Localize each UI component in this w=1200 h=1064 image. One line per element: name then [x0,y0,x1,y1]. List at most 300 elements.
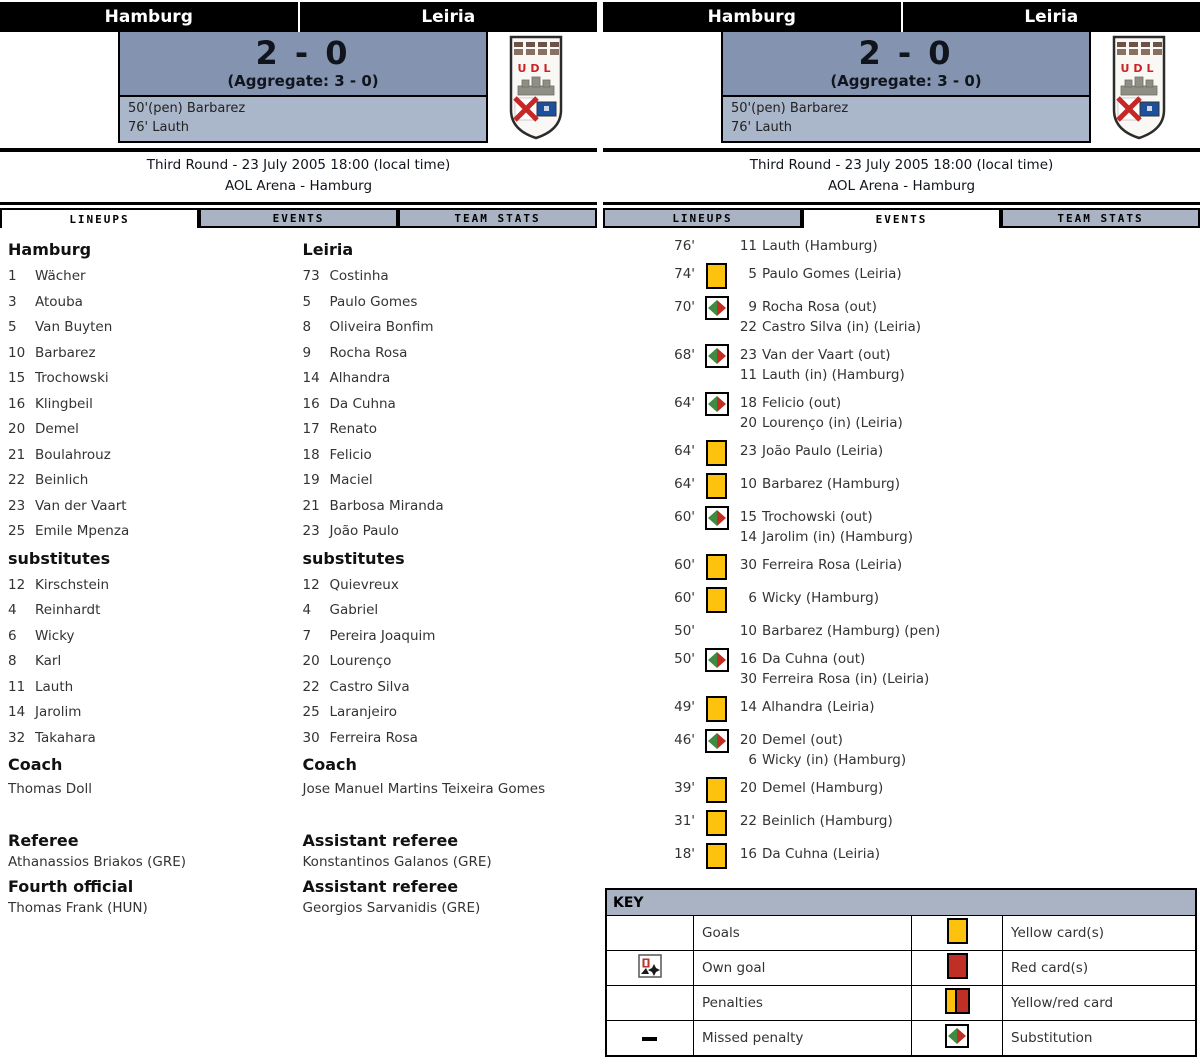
tab-events[interactable]: EVENTS [199,208,398,228]
event-minute: 50' [674,651,695,667]
player-row [8,494,303,520]
player-number: 23 [302,523,320,539]
player-row [303,417,598,443]
player-number: 20 [302,653,320,669]
player-number: 5 [302,293,312,310]
event-player-line: 11 Lauth (Hamburg) [739,238,878,254]
home-coach-name: Thomas Doll [8,781,92,797]
event-player-line: 15 Trochowski (out) [739,509,873,525]
event-minute: 64' [674,476,695,492]
player-number: 9 [302,344,312,361]
official-name: Georgios Sarvanidis (GRE) [302,900,481,916]
player-row [303,624,598,650]
event-row [603,236,1200,256]
player-name: Rocha Rosa [329,344,408,361]
officials-column-2 [303,827,598,922]
substitution-icon [695,296,738,337]
player-number: 32 [8,729,26,746]
player-row [303,726,598,752]
yellow-card-icon [695,843,738,869]
player-name: Beinlich [35,472,89,488]
event-player-line: 11 Lauth (in) (Hamburg) [739,367,905,383]
player-number: 16 [302,395,320,412]
event-row [603,811,1200,836]
player-row [303,700,598,726]
event-detail [738,778,1200,803]
player-name: Oliveira Bonfim [329,319,434,335]
key-rows [606,916,1196,1057]
player-name: Barbosa Miranda [329,497,444,514]
player-row [8,726,303,752]
event-player-line: 6 Wicky (Hamburg) [738,588,1200,608]
player-row [303,290,598,316]
teams-header-bar [0,2,597,32]
event-player-line: 18 Felicio (out) [739,395,842,411]
away-team-name: Leiria [298,2,598,32]
event-row [603,507,1200,547]
player-number: 16 [8,395,26,412]
yellow-card-icon [695,440,738,466]
yellow-card-icon [695,263,738,289]
key-title: KEY [606,889,1196,916]
away-subs-list [303,573,598,752]
goalscorers [723,95,1089,141]
event-minute: 60' [674,557,695,573]
player-name: Lauth [35,678,74,695]
player-number: 8 [302,319,312,335]
player-row [8,519,303,545]
tab-bar [603,208,1200,228]
event-player-line: 30 Ferreira Rosa (in) (Leiria) [739,671,930,687]
event-player-line: 9 Rocha Rosa (out) [738,297,1200,317]
away-coach-heading: Coach [302,755,357,774]
event-detail [738,697,1200,722]
event-player-number: 6 [748,590,757,606]
yellow-card-icon [695,696,738,722]
player-number: 5 [8,319,17,335]
stadium-city: AOL Arena - Hamburg [827,178,976,194]
home-lineup-heading: Hamburg [8,240,92,259]
score-box [721,32,1091,143]
player-number: 21 [8,446,26,463]
event-player-line: 10 Barbarez (Hamburg) (pen) [739,623,941,639]
event-player-number: 10 [739,476,757,492]
substitution-icon [695,729,738,770]
player-name: Felicio [329,446,372,463]
officials-column-1 [8,827,303,922]
svg-text:UDL: UDL [517,62,555,75]
player-number: 3 [8,293,17,310]
player-name: Alhandra [329,370,391,386]
event-player-line: 14 Jarolim (in) (Hamburg) [739,529,913,545]
substitution-icon [695,392,738,433]
event-player-line: 20 Demel (out) [739,732,843,748]
player-row [8,264,303,290]
event-minute: 46' [674,732,695,748]
home-subs-list [8,573,303,752]
player-number: 21 [302,497,320,514]
key-label: Yellow/red card [1003,986,1197,1021]
event-player-number: 23 [739,347,757,363]
event-detail [738,264,1200,289]
event-player-line: 22 Beinlich (Hamburg) [739,813,893,829]
officials-section [0,827,597,922]
away-lineup-column [303,236,598,799]
score-value: 2 - 0 [255,34,351,72]
key-label: Missed penalty [694,1021,912,1057]
event-detail [738,345,1200,385]
player-row [8,417,303,443]
player-name: Klingbeil [35,395,93,412]
player-number: 22 [302,678,320,695]
player-row [303,366,598,392]
player-name: Reinhardt [35,602,101,618]
player-name: Barbarez [35,344,96,361]
event-player-number: 9 [748,299,757,315]
round-datetime: Third Round - 23 July 2005 18:00 (local time) [146,157,451,173]
event-player-line: 22 Castro Silva (in) (Leiria) [739,319,922,335]
event-player-line: 5 Paulo Gomes (Leiria) [738,264,1200,284]
event-player-line: 30 Ferreira Rosa (Leiria) [739,557,903,573]
player-number: 30 [302,729,320,746]
home-coach-heading: Coach [8,755,63,774]
player-row [303,468,598,494]
player-number: 18 [302,446,320,463]
player-name: Atouba [35,293,83,310]
substitution-icon [912,1021,1003,1057]
score-main [120,32,486,95]
red-card-icon [912,951,1003,986]
player-name: Ferreira Rosa [329,729,418,746]
player-name: Jarolim [35,704,82,720]
yellow-red-card-icon [912,986,1003,1021]
player-row [8,392,303,418]
event-row [603,393,1200,433]
tab-lineups[interactable]: LINEUPS [603,208,802,228]
home-team-name: Hamburg [707,7,796,27]
player-row [8,573,303,599]
goalscorer-line: 50'(pen) Barbarez [731,101,849,116]
event-minute: 68' [674,347,695,363]
event-row [603,555,1200,580]
leiria-crest-icon [508,34,564,142]
player-row [303,519,598,545]
event-detail [738,507,1200,547]
match-panel-right [603,0,1200,1064]
events-list [603,228,1200,869]
away-coach-name: Jose Manuel Martins Teixeira Gomes [302,781,546,797]
player-name: Wächer [35,268,86,284]
key-label: Substitution [1003,1021,1197,1057]
player-name: Da Cuhna [329,395,396,412]
player-name: Quievreux [329,576,399,593]
yellow-card-icon [695,554,738,580]
player-name: João Paulo [329,523,399,539]
aggregate-value: (Aggregate: 3 - 0) [227,72,379,90]
match-panel-left [0,0,597,1064]
event-minute: 18' [674,846,695,862]
event-minute: 50' [674,623,695,639]
score-area [0,32,597,152]
event-detail [738,844,1200,869]
event-detail [738,393,1200,433]
own-goal-icon [606,951,694,986]
event-row [603,264,1200,289]
player-number: 19 [302,472,320,488]
player-row [8,290,303,316]
goalscorers [120,95,486,141]
event-player-number: 14 [739,529,757,545]
round-datetime: Third Round - 23 July 2005 18:00 (local time) [749,157,1054,173]
event-player-number: 20 [739,780,757,796]
leiria-crest-icon [1111,34,1167,142]
player-row [303,649,598,675]
away-lineup-heading: Leiria [302,240,354,259]
player-number: 4 [8,602,17,618]
event-player-line: 14 Alhandra (Leiria) [739,699,875,715]
event-detail [738,588,1200,613]
event-player-line: 20 Demel (Hamburg) [739,780,884,796]
event-row [603,844,1200,869]
event-player-line: 20 Lourenço (in) (Leiria) [739,415,903,431]
event-player-number: 23 [739,443,757,459]
event-minute: 49' [674,699,695,715]
tab-team-stats[interactable]: TEAM STATS [1001,208,1200,228]
event-player-number: 16 [739,846,757,862]
player-row [303,264,598,290]
player-row [8,700,303,726]
event-row [603,345,1200,385]
event-player-number: 20 [739,732,757,748]
substitution-icon [695,648,738,689]
player-number: 25 [8,523,26,539]
official-name: Athanassios Briakos (GRE) [8,854,187,870]
key-legend [605,888,1197,1057]
player-row [303,573,598,599]
home-lineup-column [8,236,303,799]
player-name: Paulo Gomes [329,293,418,310]
event-player-number: 11 [739,238,757,254]
event-player-number: 30 [739,671,757,687]
event-player-line: 16 Da Cuhna (Leiria) [739,846,881,862]
player-name: Takahara [35,729,96,746]
yellow-card-icon [695,473,738,499]
yellow-card-icon [912,916,1003,951]
event-detail [738,297,1200,337]
event-detail [738,730,1200,770]
player-row [8,624,303,650]
aggregate-value: (Aggregate: 3 - 0) [830,72,982,90]
event-detail [738,441,1200,466]
home-substitutes-heading: substitutes [8,548,111,568]
score-value: 2 - 0 [858,34,954,72]
player-name: Demel [35,421,79,437]
venue-block [603,152,1200,205]
event-row [603,697,1200,722]
tab-lineups[interactable]: LINEUPS [0,208,199,228]
player-number: 23 [8,497,26,514]
goalscorer-line: 76' Lauth [128,120,190,135]
event-player-number: 30 [739,557,757,573]
player-number: 20 [8,421,26,437]
player-number: 7 [302,627,312,644]
score-box [118,32,488,143]
event-row [603,649,1200,689]
event-row [603,621,1200,641]
player-name: Renato [329,421,377,437]
player-row [303,494,598,520]
key-label: Penalties [694,986,912,1021]
player-name: Costinha [329,268,389,284]
blank-icon [606,986,694,1021]
missed-penalty-icon [606,1021,694,1057]
venue-block [0,152,597,205]
player-number: 14 [8,704,26,720]
event-detail [738,236,1200,256]
goalscorer-line: 76' Lauth [731,120,793,135]
event-player-number: 11 [739,367,757,383]
event-row [603,730,1200,770]
player-row [303,443,598,469]
player-number: 12 [8,576,26,593]
away-team-name: Leiria [901,2,1200,32]
key-label: Own goal [694,951,912,986]
event-minute: 76' [674,238,695,254]
event-player-number: 18 [739,395,757,411]
official-name: Thomas Frank (HUN) [8,900,148,916]
player-number: 14 [302,370,320,386]
teams-header-bar [603,2,1200,32]
player-name: Maciel [329,472,373,488]
key-label: Yellow card(s) [1003,916,1197,951]
event-row [603,474,1200,499]
player-row [303,315,598,341]
event-player-number: 6 [748,752,757,768]
player-row [8,366,303,392]
event-player-number: 16 [739,651,757,667]
tab-team-stats[interactable]: TEAM STATS [398,208,597,228]
player-number: 10 [8,344,26,361]
key-row [606,951,1196,986]
event-player-number: 15 [739,509,757,525]
player-name: Wicky [35,627,75,644]
player-row [8,315,303,341]
svg-text:UDL: UDL [1120,62,1158,75]
score-main [723,32,1089,95]
player-name: Kirschstein [35,576,110,593]
event-player-line: 23 João Paulo (Leiria) [739,443,884,459]
stadium-city: AOL Arena - Hamburg [224,178,373,194]
event-player-line: 23 Van der Vaart (out) [739,347,891,363]
player-name: Boulahrouz [35,446,111,463]
goal-icon-blank [695,235,738,256]
player-name: Van der Vaart [35,497,127,514]
event-detail [738,621,1200,641]
away-starters-list [303,264,598,545]
home-starters-list [8,264,303,545]
player-name: Gabriel [329,602,379,618]
key-label: Red card(s) [1003,951,1197,986]
home-team-name: Hamburg [104,7,193,27]
player-row [8,598,303,624]
event-row [603,441,1200,466]
event-detail [738,649,1200,689]
substitution-icon [695,506,738,547]
player-name: Laranjeiro [329,704,397,720]
goal-icon-blank [695,620,738,641]
tab-events[interactable]: EVENTS [802,208,1001,228]
substitution-icon [695,344,738,385]
official-role-label: Referee [8,831,79,850]
event-row [603,588,1200,613]
blank-icon [606,916,694,951]
official-role-label: Fourth official [8,877,134,896]
player-row [303,392,598,418]
key-row [606,986,1196,1021]
player-row [8,468,303,494]
event-detail [738,474,1200,499]
player-row [303,675,598,701]
yellow-card-icon [695,587,738,613]
player-row [8,649,303,675]
player-number: 73 [302,268,320,284]
lineups-section [0,228,597,799]
event-player-line: 16 Da Cuhna (out) [739,651,866,667]
player-row [8,341,303,367]
player-name: Van Buyten [35,319,113,335]
event-minute: 31' [674,813,695,829]
event-player-number: 5 [748,266,757,282]
player-number: 4 [302,602,312,618]
player-number: 6 [8,627,17,644]
player-number: 22 [8,472,26,488]
event-player-line: 6 Wicky (in) (Hamburg) [738,750,1200,770]
player-name: Emile Mpenza [35,523,130,539]
event-minute: 70' [674,299,695,315]
official-role-label: Assistant referee [302,831,459,850]
player-number: 11 [8,678,26,695]
event-detail [738,811,1200,836]
away-substitutes-heading: substitutes [302,548,405,568]
yellow-card-icon [695,810,738,836]
player-number: 25 [302,704,320,720]
player-name: Castro Silva [329,678,410,695]
key-row [606,916,1196,951]
event-player-number: 14 [739,699,757,715]
event-row [603,778,1200,803]
event-minute: 64' [674,443,695,459]
event-detail [738,555,1200,580]
player-name: Lourenço [329,653,392,669]
player-number: 8 [8,653,17,669]
player-row [303,341,598,367]
player-name: Trochowski [35,370,109,386]
player-number: 12 [302,576,320,593]
event-minute: 39' [674,780,695,796]
event-player-line: 10 Barbarez (Hamburg) [739,476,900,492]
yellow-card-icon [695,777,738,803]
player-number: 15 [8,370,26,386]
tab-bar [0,208,597,228]
event-player-number: 10 [739,623,757,639]
event-player-number: 20 [739,415,757,431]
official-role-label: Assistant referee [302,877,459,896]
player-name: Karl [35,653,62,669]
event-minute: 64' [674,395,695,411]
event-minute: 60' [674,590,695,606]
player-number: 1 [8,268,17,284]
player-name: Pereira Joaquim [329,627,436,644]
